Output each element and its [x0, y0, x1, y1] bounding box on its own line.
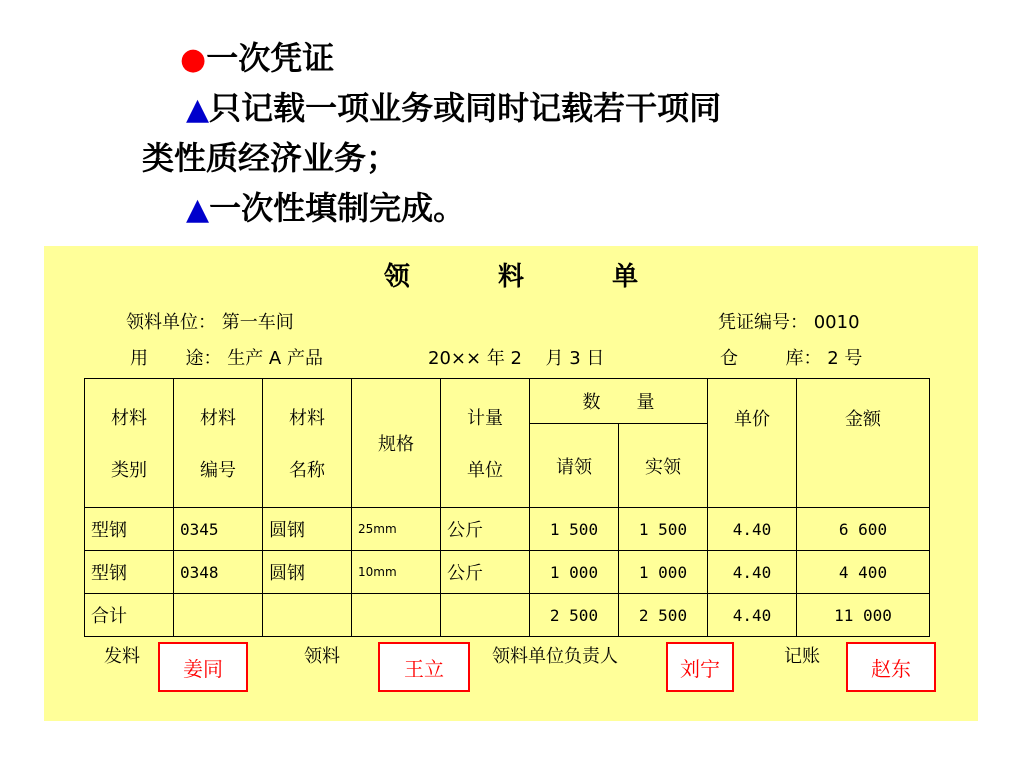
heading-line-4 — [186, 184, 465, 234]
cell-amount: 6 600 — [797, 508, 930, 551]
unit-label: 领料单位： — [126, 312, 216, 333]
header-text: 计量 — [467, 408, 503, 429]
cell-code: 0345 — [174, 508, 263, 551]
date-year-label: 年 — [486, 348, 505, 369]
use-label: 途： — [185, 348, 222, 369]
cell-empty — [263, 594, 352, 637]
warehouse-label: 仓 — [720, 348, 738, 369]
warehouse-label: 库： — [785, 348, 822, 369]
cell-total-amount: 11 000 — [797, 594, 930, 637]
cell-unit: 公斤 — [441, 551, 530, 594]
cell-empty — [352, 594, 441, 637]
header-quantity: 数 量 — [530, 379, 708, 424]
form-title-char: 单 — [612, 262, 639, 292]
table-header-row — [85, 379, 930, 424]
cell-empty — [174, 594, 263, 637]
cell-empty — [441, 594, 530, 637]
header-text: 材料 — [289, 408, 325, 429]
requisition-table — [84, 378, 930, 637]
heading-line-2 — [186, 84, 721, 134]
unit-field — [126, 308, 294, 334]
header-text: 编号 — [200, 460, 236, 481]
unit-value: 第一车间 — [221, 312, 294, 333]
warehouse-field — [720, 344, 862, 370]
cell-spec: 25mm — [352, 508, 441, 551]
cell-spec: 10mm — [352, 551, 441, 594]
header-text: 材料 — [200, 408, 236, 429]
heading-text-3: 类性质经济业务； — [142, 139, 399, 177]
cell-name: 圆钢 — [263, 508, 352, 551]
heading-line-3 — [142, 134, 398, 182]
cell-name: 圆钢 — [263, 551, 352, 594]
cell-price: 4.40 — [708, 551, 797, 594]
cell-actual: 1 000 — [619, 551, 708, 594]
issue-label: 发料 — [104, 646, 140, 667]
header-requested: 请领 — [530, 424, 619, 508]
head-label: 领料单位负责人 — [492, 646, 618, 667]
table-total-row — [85, 594, 930, 637]
cell-actual: 1 500 — [619, 508, 708, 551]
cell-code: 0348 — [174, 551, 263, 594]
book-label: 记账 — [784, 646, 820, 667]
blue-triangle-bullet-icon: ▲ — [186, 192, 210, 227]
date-field — [428, 344, 604, 370]
warehouse-value: 2 号 — [827, 348, 863, 369]
use-field — [130, 344, 323, 370]
date-day-label: 日 — [586, 348, 605, 369]
date-month-label: 月 — [545, 348, 564, 369]
cell-category: 型钢 — [85, 551, 174, 594]
header-code — [174, 379, 263, 508]
cell-category: 型钢 — [85, 508, 174, 551]
header-category — [85, 379, 174, 508]
heading-line-1 — [180, 34, 334, 84]
voucher-field — [718, 308, 860, 334]
receive-label: 领料 — [304, 646, 340, 667]
table-row — [85, 551, 930, 594]
cell-amount: 4 400 — [797, 551, 930, 594]
cell-total-requested: 2 500 — [530, 594, 619, 637]
date-day: 3 — [569, 348, 581, 369]
form-title-char: 领 — [383, 262, 410, 292]
heading-text-2: 只记载一项业务或同时记载若干项同 — [209, 89, 722, 127]
header-unit — [441, 379, 530, 508]
cell-price: 4.40 — [708, 508, 797, 551]
header-text: 类别 — [111, 460, 147, 481]
heading-text-1: 一次凭证 — [206, 39, 335, 77]
header-text: 单位 — [467, 460, 503, 481]
header-actual: 实领 — [619, 424, 708, 508]
heading-text-4: 一次性填制完成。 — [209, 189, 466, 227]
cell-requested: 1 000 — [530, 551, 619, 594]
cell-requested: 1 500 — [530, 508, 619, 551]
head-signature: 刘宁 — [666, 642, 734, 692]
cell-total-actual: 2 500 — [619, 594, 708, 637]
header-spec: 规格 — [352, 379, 441, 508]
issue-signature: 姜同 — [158, 642, 248, 692]
voucher-value: 0010 — [813, 312, 860, 333]
table-row — [85, 508, 930, 551]
form-title-char: 料 — [497, 262, 524, 292]
header-price: 单价 — [708, 379, 797, 508]
date-month: 2 — [510, 348, 522, 369]
blue-triangle-bullet-icon: ▲ — [186, 92, 210, 127]
book-signature: 赵东 — [846, 642, 936, 692]
voucher-label: 凭证编号： — [718, 312, 808, 333]
header-name — [263, 379, 352, 508]
cell-total-price: 4.40 — [708, 594, 797, 637]
requisition-form — [44, 246, 978, 721]
date-year: 20×× — [428, 348, 482, 369]
header-text: 名称 — [289, 460, 325, 481]
use-label: 用 — [130, 348, 148, 369]
form-title — [44, 256, 978, 293]
use-value: 生产 A 产品 — [227, 348, 323, 369]
header-amount: 金额 — [797, 379, 930, 508]
receive-signature: 王立 — [378, 642, 470, 692]
red-circle-bullet-icon: ● — [180, 42, 207, 77]
cell-total-label: 合计 — [85, 594, 174, 637]
cell-unit: 公斤 — [441, 508, 530, 551]
header-text: 材料 — [111, 408, 147, 429]
